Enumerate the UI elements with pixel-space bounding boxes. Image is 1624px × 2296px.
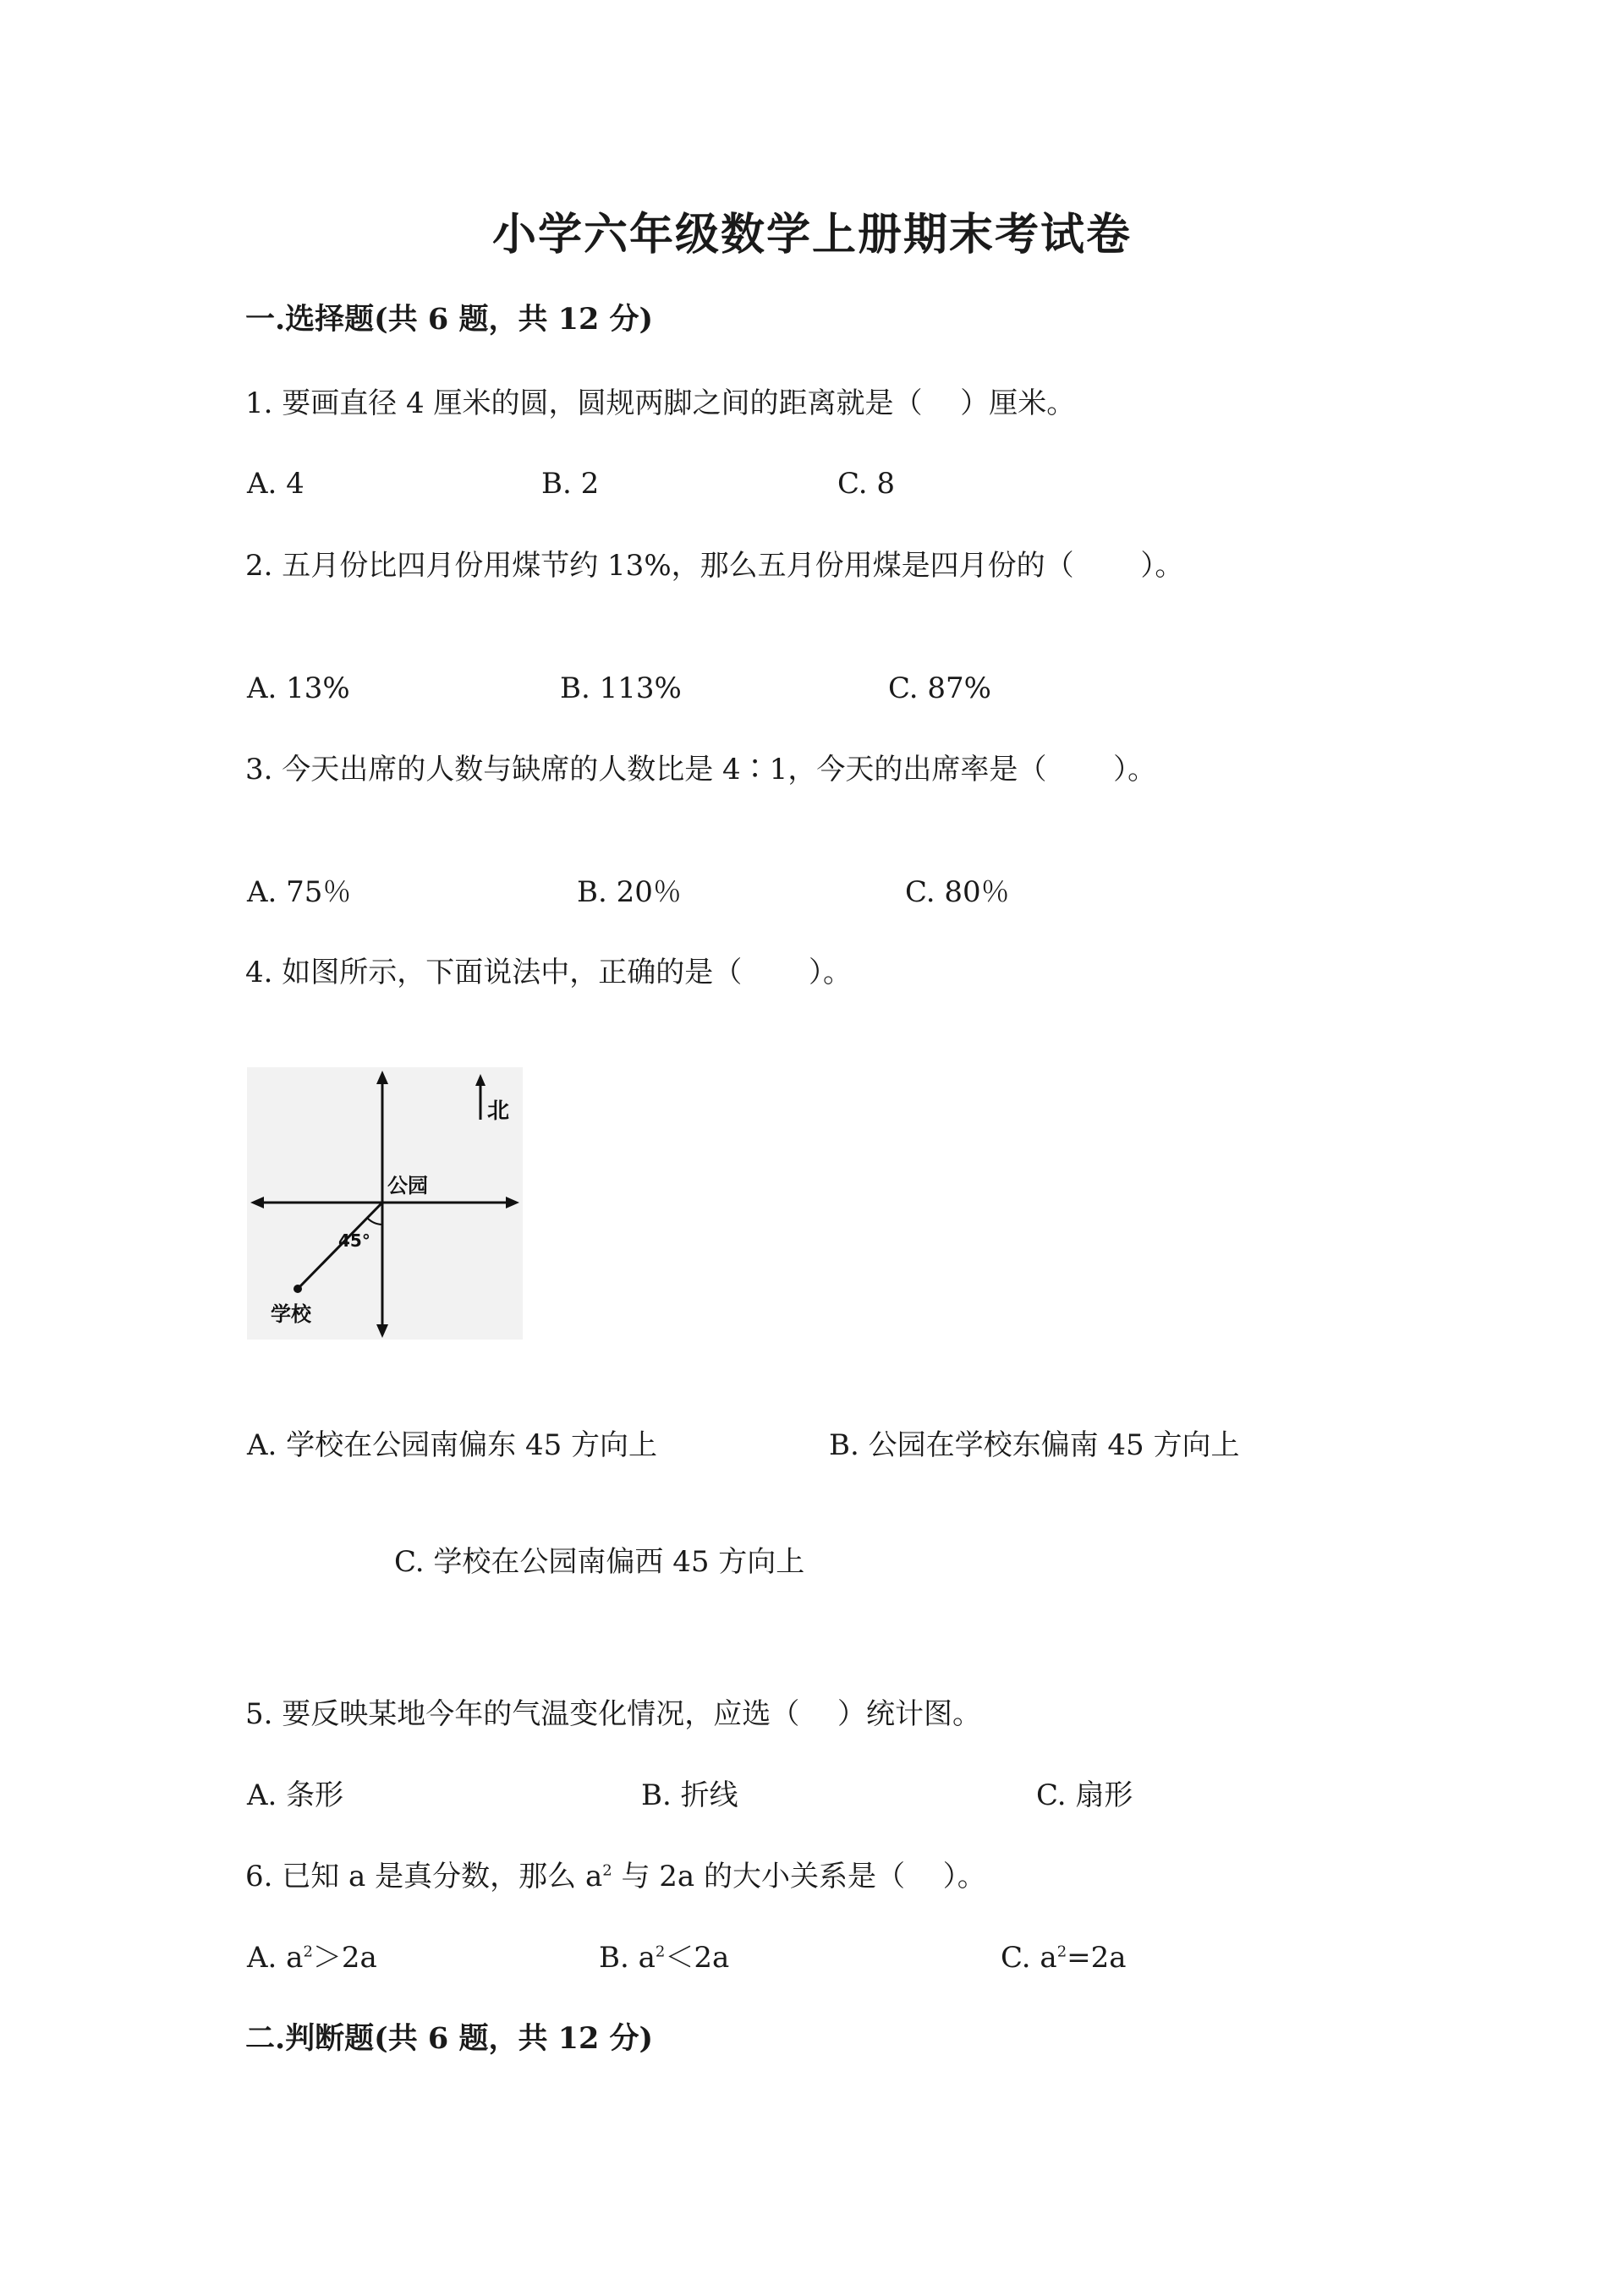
school-label: 学校	[271, 1302, 311, 1326]
question-3-stem: 3. 今天出席的人数与缺席的人数比是 4∶1，今天的出席率是（ ）。	[245, 753, 1157, 786]
compass-diagram	[247, 1067, 523, 1340]
question-1-option-a: A. 4	[247, 467, 304, 501]
option-b-suffix: ＜2a	[665, 1941, 730, 1975]
question-5-option-c: C. 扇形	[1036, 1778, 1133, 1812]
south-arrowhead-icon	[376, 1324, 388, 1338]
angle-label: 45°	[338, 1230, 370, 1251]
east-arrowhead-icon	[506, 1197, 519, 1208]
question-4-option-a: A. 学校在公园南偏东 45 方向上	[247, 1428, 658, 1462]
question-1-stem: 1. 要画直径 4 厘米的圆，圆规两脚之间的距离就是（ ）厘米。	[245, 386, 1076, 420]
section-header: 二.判断题(共 6 题，共 12 分)	[245, 2021, 654, 2056]
question-1-option-b: B. 2	[541, 467, 600, 501]
question-6-stem-suffix: 与 2a 的大小关系是（ ）。	[612, 1860, 986, 1893]
question-6-option-a	[247, 1941, 377, 1975]
north-arrowhead-icon	[376, 1071, 388, 1084]
question-3-option-c: C. 80％	[905, 875, 1010, 909]
question-5-option-a: A. 条形	[247, 1778, 344, 1812]
question-6-stem	[245, 1862, 986, 1891]
option-a-prefix: A. a	[247, 1941, 304, 1975]
school-point	[294, 1285, 302, 1293]
park-label: 公园	[387, 1174, 428, 1197]
option-c-suffix: =2a	[1067, 1941, 1127, 1975]
option-a-suffix: ＞2a	[312, 1941, 377, 1975]
question-2-option-c: C. 87%	[888, 671, 991, 705]
section-header: 一.选择题(共 6 题，共 12 分)	[245, 302, 654, 337]
compass-diagram-svg	[247, 1067, 523, 1340]
question-6-option-c	[1001, 1941, 1127, 1975]
question-2-option-b: B. 113%	[560, 671, 682, 705]
option-b-exponent: 2	[655, 1943, 666, 1961]
option-c-prefix: C. a	[1001, 1941, 1057, 1975]
question-6-option-b	[599, 1941, 730, 1975]
question-3-option-a: A. 75％	[247, 875, 352, 909]
question-6-stem-exponent: 2	[602, 1861, 612, 1880]
question-5-stem: 5. 要反映某地今年的气温变化情况，应选（ ）统计图。	[245, 1697, 982, 1731]
question-3-option-b: B. 20％	[577, 875, 682, 909]
option-a-exponent: 2	[303, 1943, 313, 1961]
angle-arc	[367, 1218, 382, 1225]
option-c-exponent: 2	[1056, 1943, 1067, 1961]
question-4-stem: 4. 如图所示，下面说法中，正确的是（ ）。	[245, 956, 853, 989]
question-1-option-c: C. 8	[837, 467, 896, 501]
question-4-option-c: C. 学校在公园南偏西 45 方向上	[394, 1545, 805, 1579]
question-6-stem-prefix: 6. 已知 a 是真分数，那么 a	[245, 1860, 603, 1893]
option-b-prefix: B. a	[599, 1941, 656, 1975]
question-4-option-b: B. 公园在学校东偏南 45 方向上	[829, 1428, 1240, 1462]
page-title: 小学六年级数学上册期末考试卷	[491, 209, 1132, 260]
west-arrowhead-icon	[250, 1197, 264, 1208]
north-indicator-arrow-icon	[475, 1074, 486, 1086]
question-5-option-b: B. 折线	[641, 1778, 738, 1812]
question-2-stem: 2. 五月份比四月份用煤节约 13%，那么五月份用煤是四月份的（ ）。	[245, 549, 1184, 583]
question-2-option-a: A. 13%	[247, 671, 350, 705]
north-label: 北	[487, 1099, 510, 1124]
